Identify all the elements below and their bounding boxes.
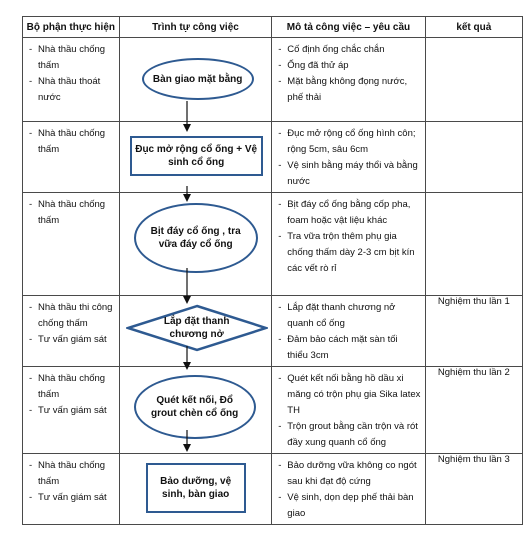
description-item: - Đục mở rộng cổ ống hình côn; rộng 5cm, sâu 6cm	[278, 126, 420, 158]
step-rectangle	[146, 463, 246, 513]
result-cell: Nghiệm thu lần 1	[425, 296, 522, 367]
department-cell	[23, 367, 120, 454]
step-ellipse	[134, 375, 256, 439]
step-ellipse	[134, 203, 258, 273]
result-cell	[425, 38, 522, 122]
description-item: - Tra vữa trộn thêm phụ gia chống thấm dày 2-3 cm bịt kín các vết rò rỉ	[278, 229, 420, 277]
step-label: Bảo dưỡng, vệ sinh, bàn giao	[160, 476, 232, 500]
department-item: - Nhà thầu chống thấm	[29, 126, 115, 158]
department-item: - Tư vấn giám sát	[29, 490, 115, 506]
sequence-cell	[119, 454, 272, 525]
description-item: - Bịt đáy cổ ống bằng cốp pha, foam hoặc vật liệu khác	[278, 197, 420, 229]
header-description: Mô tả công việc – yêu cầu	[272, 17, 425, 38]
table-row	[23, 367, 523, 454]
step-label: Bàn giao mặt bằng	[152, 73, 243, 85]
department-cell	[23, 38, 120, 122]
description-item: - Lắp đặt thanh chương nở quanh cổ ống	[278, 300, 420, 332]
description-item: - Cố định ống chắc chắn	[278, 42, 420, 58]
result-cell	[425, 122, 522, 193]
department-item: - Tư vấn giám sát	[29, 403, 115, 419]
description-cell	[272, 38, 425, 122]
department-item: - Nhà thầu chống thấm	[29, 42, 115, 74]
step-label: Đục mở rộng cổ ống + Vệ sinh cổ ống	[135, 144, 258, 168]
department-item: - Nhà thầu chống thấm	[29, 458, 115, 490]
table-row	[23, 38, 523, 122]
description-item: - Mặt bằng không đọng nước, phế thải	[278, 74, 420, 106]
header-sequence: Trình tự công việc	[119, 17, 272, 38]
table-row	[23, 296, 523, 367]
step-label: Quét kết nối, Đổ grout chèn cổ ống	[151, 395, 239, 419]
description-cell	[272, 296, 425, 367]
description-cell	[272, 193, 425, 296]
step-ellipse	[142, 58, 254, 100]
description-cell	[272, 367, 425, 454]
description-item: - Quét kết nối bằng hồ dầu xi măng có trộn phụ gia Sika latex TH	[278, 371, 420, 419]
sequence-cell	[119, 38, 272, 122]
department-cell	[23, 193, 120, 296]
sequence-cell	[119, 193, 272, 296]
description-item: - Vệ sinh bằng máy thổi và bằng nước	[278, 158, 420, 190]
table-row	[23, 454, 523, 525]
table-row	[23, 193, 523, 296]
step-label: Bịt đáy cổ ống , tra vữa đáy cổ ống	[150, 226, 241, 250]
description-item: - Bảo dưỡng vữa không co ngót sau khi đạt độ cứng	[278, 458, 420, 490]
department-item: - Nhà thầu chống thấm	[29, 371, 115, 403]
description-item: - Đảm bảo cách mặt sàn tối thiểu 3cm	[278, 332, 420, 364]
department-cell	[23, 454, 120, 525]
result-cell: Nghiệm thu lần 2	[425, 367, 522, 454]
header-department: Bộ phận thực hiện	[23, 17, 120, 38]
department-cell	[23, 296, 120, 367]
description-cell	[272, 122, 425, 193]
step-rectangle	[130, 136, 263, 176]
table-row	[23, 122, 523, 193]
department-item: - Tư vấn giám sát	[29, 332, 115, 348]
description-item: - Ống đã thử áp	[278, 58, 420, 74]
sequence-cell	[119, 367, 272, 454]
step-diamond	[126, 304, 268, 352]
department-item: - Nhà thầu thoát nước	[29, 74, 115, 106]
result-cell	[425, 193, 522, 296]
step-label: Lắp đặt thanh chương nở	[163, 316, 230, 340]
department-item: - Nhà thầu thi công chống thấm	[29, 300, 115, 332]
description-item: - Vệ sinh, dọn dẹp phế thải bàn giao	[278, 490, 420, 522]
header-result: kết quả	[425, 17, 522, 38]
description-item: - Trộn grout bằng cần trộn và rót đầy xung quanh cổ ống	[278, 419, 420, 451]
sequence-cell	[119, 296, 272, 367]
header-row	[23, 17, 523, 38]
sequence-cell	[119, 122, 272, 193]
result-cell: Nghiệm thu lần 3	[425, 454, 522, 525]
department-cell	[23, 122, 120, 193]
workflow-table	[22, 16, 523, 525]
description-cell	[272, 454, 425, 525]
department-item: - Nhà thầu chống thấm	[29, 197, 115, 229]
